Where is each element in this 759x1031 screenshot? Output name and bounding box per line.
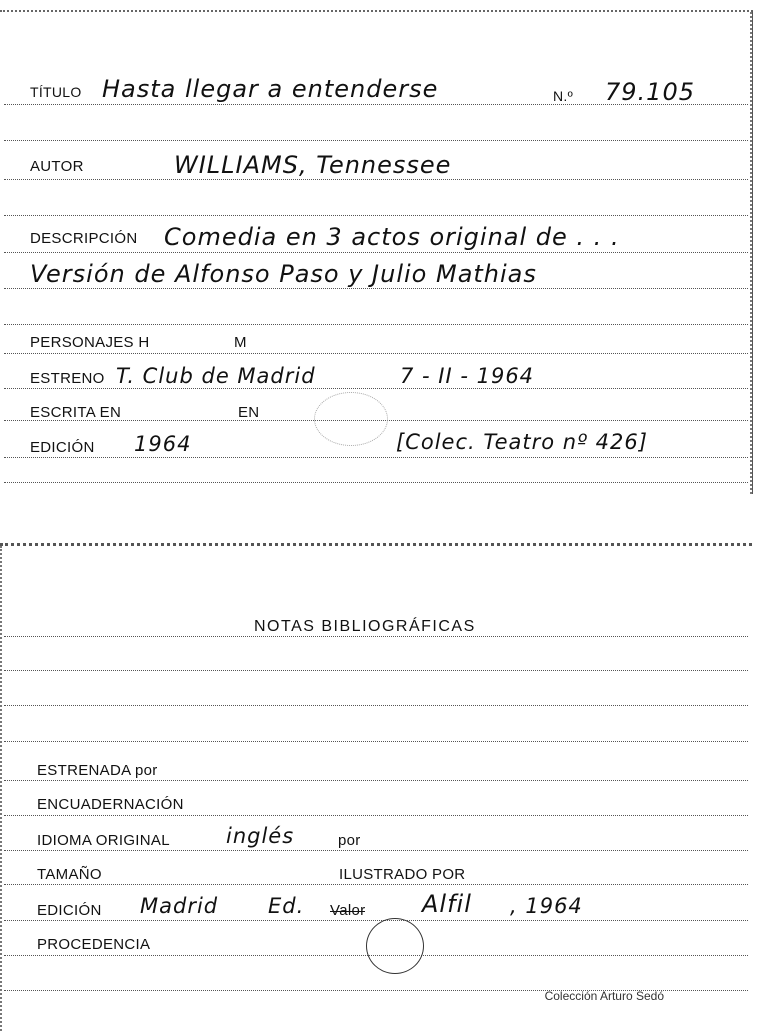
estrenada-label: ESTRENADA por [37, 762, 158, 779]
collection-stamp: Colección Arturo Sedó [544, 989, 664, 1003]
rule [4, 179, 748, 180]
rule [4, 457, 748, 458]
descripcion-label: DESCRIPCIÓN [30, 230, 138, 247]
idioma-value: inglés [226, 824, 295, 848]
rule [4, 850, 748, 851]
descripcion-value-2: Versión de Alfonso Paso y Julio Mathias [30, 260, 537, 288]
rule [4, 815, 748, 816]
personajes-label: PERSONAJES H [30, 334, 150, 351]
descripcion-value-1: Comedia en 3 actos original de . . . [164, 223, 620, 251]
card-edge [736, 12, 752, 494]
coleccion-value: [Colec. Teatro nº 426] [396, 430, 648, 454]
en-label: EN [238, 404, 260, 421]
rule [4, 288, 748, 289]
edicion-value: 1964 [134, 432, 192, 456]
rule [4, 388, 748, 389]
personajes-m-label: M [234, 334, 247, 351]
estreno-value: T. Club de Madrid [116, 364, 316, 388]
punch-hole [366, 918, 424, 974]
rule [4, 636, 748, 637]
catalog-card-top [0, 10, 753, 494]
numero-label: N.º [553, 88, 574, 104]
edicion-label-bottom: EDICIÓN [37, 902, 102, 919]
edicion-year: , 1964 [510, 894, 583, 918]
rule [4, 780, 748, 781]
rule [4, 104, 748, 105]
estreno-label: ESTRENO [30, 370, 105, 387]
titulo-label: TÍTULO [30, 84, 82, 100]
notas-title: NOTAS BIBLIOGRÁFICAS [254, 618, 476, 635]
edicion-struck: Valor [330, 902, 366, 919]
autor-label: AUTOR [30, 158, 84, 175]
tamano-label: TAMAÑO [37, 866, 102, 883]
rule [4, 324, 748, 325]
rule [4, 670, 748, 671]
edicion-place: Madrid [140, 894, 219, 918]
escrita-label: ESCRITA EN [30, 404, 122, 421]
card-edge [0, 546, 16, 1031]
ilustrado-label: ILUSTRADO POR [339, 866, 466, 883]
edicion-label: EDICIÓN [30, 439, 95, 456]
edicion-publisher: Alfil [422, 890, 472, 918]
rule [4, 140, 748, 141]
rule [4, 215, 748, 216]
punch-hole [314, 392, 388, 446]
rule [4, 705, 748, 706]
autor-value: WILLIAMS, Tennessee [174, 151, 452, 179]
idioma-label: IDIOMA ORIGINAL [37, 832, 170, 849]
edicion-ed: Ed. [268, 894, 305, 918]
procedencia-label: PROCEDENCIA [37, 936, 151, 953]
rule [4, 353, 748, 354]
encuadernacion-label: ENCUADERNACIÓN [37, 796, 184, 813]
por-label: por [338, 832, 361, 849]
numero-value: 79.105 [605, 78, 695, 106]
rule [4, 482, 748, 483]
rule [4, 884, 748, 885]
rule [4, 252, 748, 253]
titulo-value: Hasta llegar a entenderse [102, 75, 439, 103]
estreno-date: 7 - II - 1964 [400, 364, 535, 388]
catalog-card-bottom [0, 543, 752, 1031]
rule [4, 741, 748, 742]
rule [4, 920, 748, 921]
